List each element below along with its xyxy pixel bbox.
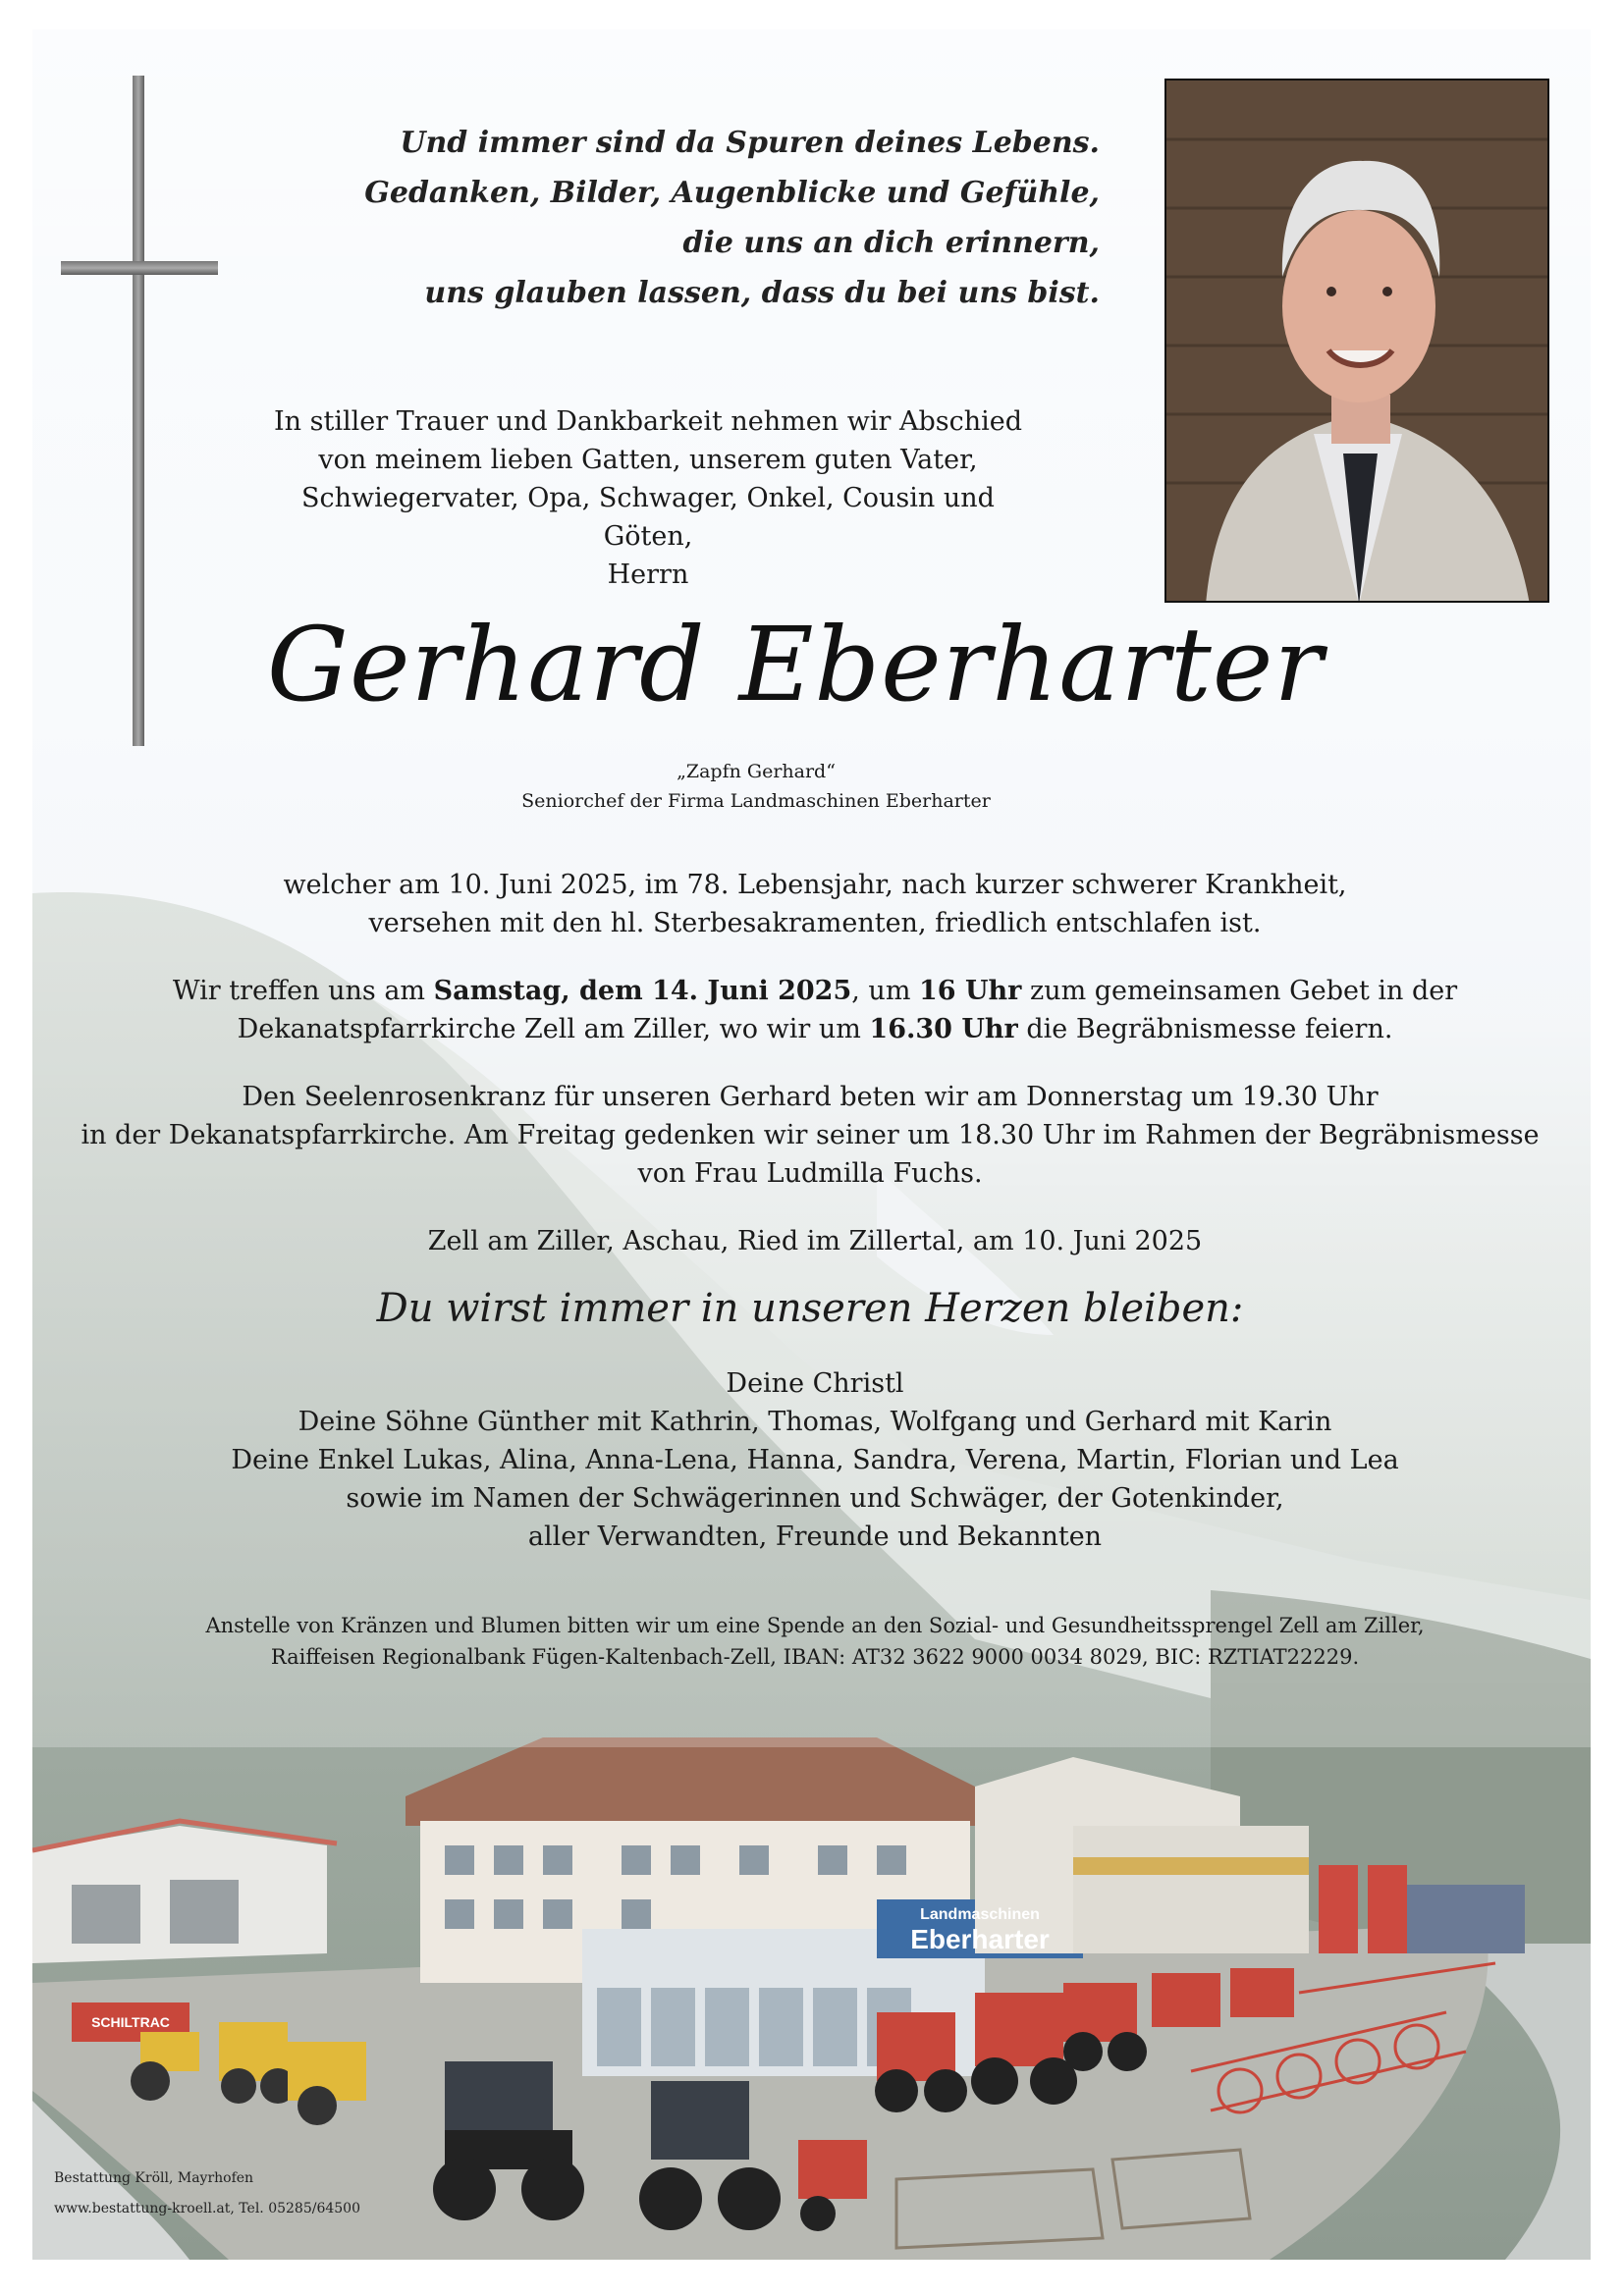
verse-line: die uns an dich erinnern, [682, 226, 1100, 260]
store-sign-top: Landmaschinen [920, 1906, 1040, 1923]
funeral-text: , um [851, 976, 920, 1006]
rosary-details [69, 1078, 1551, 1193]
funeral-day: Samstag, dem 14. Juni 2025 [433, 976, 852, 1006]
mourner-line: Deine Enkel Lukas, Alina, Anna-Lena, Hanna, Sandra, Verena, Martin, Florian und Lea [231, 1445, 1399, 1475]
donation-request [118, 1610, 1512, 1673]
workshop-building [32, 1821, 337, 1963]
mourner-line: aller Verwandten, Freunde und Bekannten [527, 1522, 1103, 1552]
funeral-line-1 [137, 972, 1492, 1010]
funeral-text: Wir treffen uns am [172, 976, 434, 1006]
mourner-line: Deine Christl [726, 1368, 904, 1399]
death-notice-line: welcher am 10. Juni 2025, im 78. Lebensjahr, nach kurzer schwerer Krankheit, [283, 870, 1347, 900]
intro-line: In stiller Trauer und Dankbarkeit nehmen wir Abschied [273, 406, 1022, 437]
mourners-list [137, 1364, 1492, 1556]
intro-line: Herrn [607, 560, 689, 590]
mass-time: 16.30 Uhr [869, 1014, 1018, 1044]
portrait-illustration [1166, 80, 1549, 603]
mourner-line: Deine Söhne Günther mit Kathrin, Thomas, Wolfgang und Gerhard mit Karin [298, 1407, 1332, 1437]
donation-line: Anstelle von Kränzen und Blumen bitten wir um eine Spende an den Sozial- und Gesundheitssprengel Zell am Ziller, [205, 1614, 1425, 1637]
mourning-intro [255, 402, 1041, 594]
mourner-line: sowie im Namen der Schwägerinnen und Schwäger, der Gotenkinder, [346, 1483, 1284, 1514]
schiltrac-banner: SCHILTRAC [91, 2014, 170, 2030]
cross-icon [61, 69, 218, 746]
verse-line: uns glauben lassen, dass du bei uns bist. [424, 276, 1100, 310]
deceased-name: Gerhard Eberharter [266, 605, 1325, 724]
funeral-home-contact: www.bestattung-kroell.at, Tel. 05285/64500 [54, 2201, 360, 2216]
funeral-time: 16 Uhr [919, 976, 1022, 1006]
donation-line: Raiffeisen Regionalbank Fügen-Kaltenbach-Zell, IBAN: AT32 3622 9000 0034 8029, BIC: RZTIAT22229. [270, 1645, 1360, 1669]
funeral-details [137, 972, 1492, 1048]
portrait-photo [1164, 79, 1549, 603]
intro-line: Schwiegervater, Opa, Schwager, Onkel, Cousin und Göten, [301, 483, 995, 552]
rosary-line: in der Dekanatspfarrkirche. Am Freitag gedenken wir seiner um 18.30 Uhr im Rahmen der Begräbnismesse [81, 1120, 1540, 1150]
rosary-line: Den Seelenrosenkranz für unseren Gerhard beten wir am Donnerstag um 19.30 Uhr [242, 1082, 1379, 1112]
funeral-text: Dekanatspfarrkirche Zell am Ziller, wo wir um [237, 1014, 870, 1044]
store-sign-main: Eberharter [910, 1924, 1050, 1954]
funeral-text: zum gemeinsamen Gebet in der [1021, 976, 1458, 1006]
death-notice [137, 866, 1492, 942]
intro-line: von meinem lieben Gatten, unserem guten Vater, [318, 445, 978, 475]
rosary-line: von Frau Ludmilla Fuchs. [637, 1158, 983, 1189]
deceased-role: Seniorchef der Firma Landmaschinen Eberharter [521, 790, 991, 812]
memorial-verse [295, 118, 1100, 318]
deceased-nickname: „Zapfn Gerhard“ [677, 761, 836, 782]
verse-line: Gedanken, Bilder, Augenblicke und Gefühle, [364, 176, 1100, 210]
footer [54, 2163, 545, 2224]
place-date: Zell am Ziller, Aschau, Ried im Zillertal, am 10. Juni 2025 [427, 1226, 1203, 1256]
funeral-text: die Begräbnismesse feiern. [1017, 1014, 1393, 1044]
verse-line: Und immer sind da Spuren deines Lebens. [400, 126, 1100, 160]
funeral-home-name: Bestattung Kröll, Mayrhofen [54, 2170, 254, 2186]
funeral-line-2 [137, 1010, 1492, 1048]
death-notice-line: versehen mit den hl. Sterbesakramenten, friedlich entschlafen ist. [368, 908, 1262, 938]
farewell-heading: Du wirst immer in unseren Herzen bleiben: [376, 1286, 1244, 1331]
